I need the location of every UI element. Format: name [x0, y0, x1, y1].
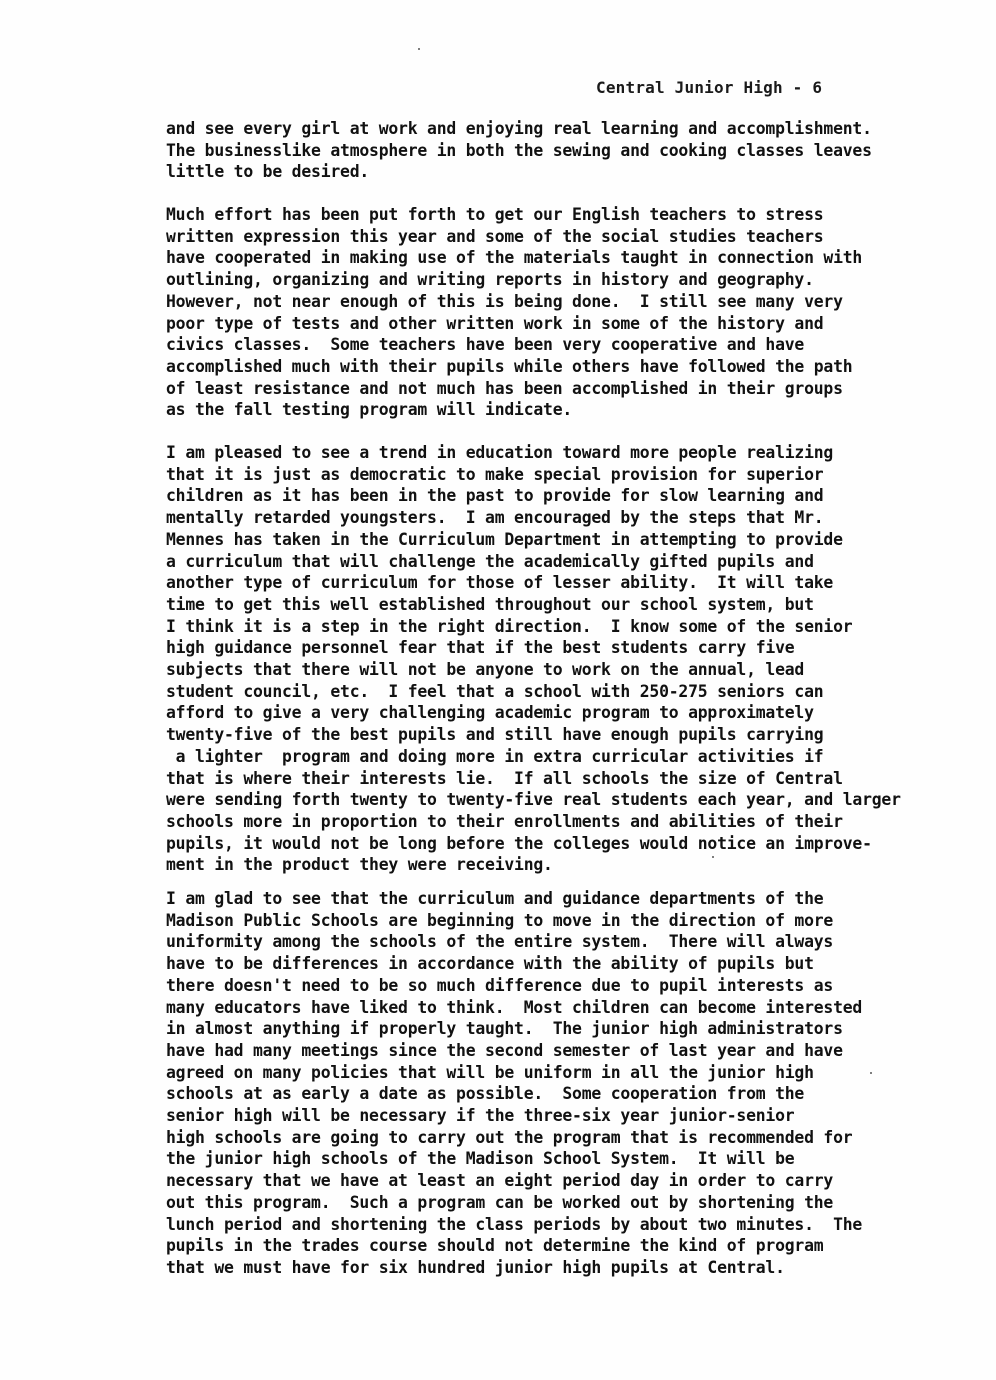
paper-speck [418, 48, 420, 50]
paragraph-2: Much effort has been put forth to get our English teachers to stress written expression this year and some of the social studies teachers have cooperated in making use of the materials taught in connection with outlining, organizing and writing reports in history and geography. However, not near enough of this is being done. I still see many very poor type of tests and other written work in some of the history and civics classes. Some teachers have been very cooperative and have accomplished much with their pupils while others have followed the path of least resistance and not much has been accomplished in their groups as the fall testing program will indicate. [166, 205, 863, 420]
paragraph-1: and see every girl at work and enjoying real learning and accomplishment. The businesslike atmosphere in both the sewing and cooking classes leaves little to be desired. [166, 119, 872, 182]
paper-speck [870, 1072, 872, 1074]
page-header: Central Junior High - 6 [596, 78, 823, 97]
paper-speck [712, 856, 714, 858]
paragraph-4: I am glad to see that the curriculum and guidance departments of the Madison Public Schools are beginning to move in the direction of more uniformity among the schools of the entire system. There will always have to be differences in accordance with the ability of pupils but there doesn't need to be so much difference due to pupil interests as many educators have liked to think. Most children can become interested in almost anything if properly taught. The junior high administrators have had many meetings since the second semester of last year and have agreed on many policies that will be uniform in all the junior high schools at as early a date as possible. Some cooperation from the senior high will be necessary if the three-six year junior-senior high schools are going to carry out the program that is recommended for the junior high schools of the Madison School System. It will be necessary that we have at least an eight period day in order to carry out this program. Such a program can be worked out by shortening the lunch period and shortening the class periods by about two minutes. The pupils in the trades course should not determine the kind of program that we must have for six hundred junior high pupils at Central. [166, 889, 863, 1277]
paragraph-3: I am pleased to see a trend in education toward more people realizing that it is just as democratic to make special provision for superior children as it has been in the past to provide for slow learning and mentally retarded youngsters. I am encouraged by the steps that Mr. Mennes has taken in the Curriculum Department in attempting to provide a curriculum that will challenge the academically gifted pupils and another type of curriculum for those of lesser ability. It will take time to get this well established throughout our school system, but I think it is a step in the right direction. I know some of the senior high guidance personnel fear that if the best students carry five subjects that there will not be anyone to work on the annual, lead student council, etc. I feel that a school with 250-275 seniors can afford to give a very challenging academic program to approximately twenty-five of the best pupils and still have enough pupils carrying a lighter program and doing more in extra curricular activities if that is where their interests lie. If all schools the size of Central were sending forth twenty to twenty-five real students each year, and larger schools more in proportion to their enrollments and abilities of their pupils, it would not be long before the colleges would notice an improve- ment in the product they were receiving. [166, 443, 901, 875]
